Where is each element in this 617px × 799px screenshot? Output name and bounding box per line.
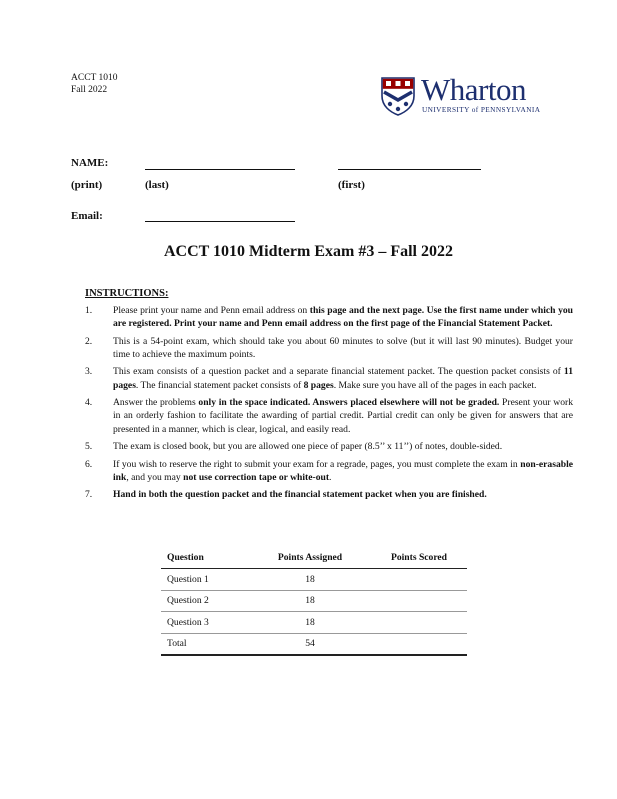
instruction-text: Present your work in an orderly fashion to facilitate the awarding of partial credit. Partial credit can only be given for answers that are presented in a manner, which is clear, logical, and easily read.: [113, 397, 574, 435]
instruction-number: 5.: [85, 441, 93, 453]
points-assigned-cell: 18: [249, 612, 365, 634]
question-cell: Question 1: [161, 569, 249, 591]
first-label: (first): [338, 179, 365, 191]
table-row: [161, 612, 467, 634]
table-row: [161, 590, 467, 612]
instruction-text: .: [329, 471, 332, 483]
instruction-item: [85, 458, 573, 484]
instruction-number: 7.: [85, 489, 93, 501]
col-points-scored: Points Scored: [365, 546, 467, 569]
points-scored-cell[interactable]: [365, 590, 467, 612]
points-scored-cell[interactable]: [365, 569, 467, 591]
instruction-item: [85, 488, 573, 501]
instruction-number: 4.: [85, 397, 93, 409]
course-term: Fall 2022: [71, 85, 108, 95]
instruction-item: [85, 304, 573, 330]
course-code: ACCT 1010: [71, 73, 118, 83]
instruction-text: This exam consists of a question packet and a separate financial statement packet. The question packet consists of: [113, 366, 564, 378]
instruction-text: 11 pages: [113, 366, 573, 391]
instruction-item: [85, 440, 573, 453]
instruction-number: 6.: [85, 458, 93, 470]
instruction-text: Please print your name and Penn email address on: [113, 305, 310, 316]
name-label: NAME:: [71, 157, 109, 169]
instruction-item: [85, 335, 573, 361]
question-cell: Question 2: [161, 590, 249, 612]
wharton-subtitle: UNIVERSITY of PENNSYLVANIA: [422, 105, 541, 114]
email-line[interactable]: [145, 221, 295, 222]
points-scored-cell[interactable]: [365, 612, 467, 634]
instruction-item: [85, 365, 573, 391]
instruction-text: Answer the problems: [113, 397, 199, 409]
print-label: (print): [71, 179, 103, 191]
points-assigned-cell: 18: [249, 590, 365, 612]
points-assigned-cell: 18: [249, 569, 365, 591]
instruction-text: 8 pages: [303, 379, 334, 391]
instruction-number: 1.: [85, 305, 93, 316]
instruction-text: The exam is closed book, but you are allowed one piece of paper (8.5’’ x 11’’) of notes, double-sided.: [113, 441, 503, 453]
last-name-line[interactable]: [145, 169, 295, 170]
points-scored-cell[interactable]: [365, 633, 467, 655]
instruction-text: only in the space indicated. Answers placed elsewhere will not be graded.: [198, 397, 500, 409]
instruction-number: 3.: [85, 366, 93, 378]
table-row: [161, 633, 467, 655]
penn-shield-icon: [380, 76, 416, 116]
email-label: Email:: [71, 210, 103, 222]
instruction-number: 2.: [85, 335, 93, 347]
instruction-text: not use correction tape or white-out: [183, 471, 330, 483]
last-label: (last): [145, 179, 169, 191]
instruction-text: If you wish to reserve the right to submit your exam for a regrade, pages, you must complete the exam in: [113, 458, 521, 470]
score-table: [161, 546, 467, 656]
instruction-text: , and you may: [126, 471, 184, 483]
instruction-text: . Make sure you have all of the pages in each packet.: [333, 379, 537, 391]
instruction-text: Hand in both the question packet and the financial statement packet when you are finished.: [113, 489, 487, 501]
question-cell: Question 3: [161, 612, 249, 634]
first-name-line[interactable]: [338, 169, 481, 170]
exam-title: ACCT 1010 Midterm Exam #3 – Fall 2022: [163, 243, 453, 260]
instruction-text: this page and the next page. Use the first name under which you are registered. Print your name and Penn email address on the first page of the Financial Statement Packet.: [113, 305, 573, 330]
question-cell: Total: [161, 633, 249, 655]
instructions-heading: INSTRUCTIONS:: [85, 288, 169, 299]
instruction-text: This is a 54-point exam, which should take you about 60 minutes to solve (but it will last 90 minutes). Budget your time to achieve the maximum points.: [113, 335, 573, 360]
instruction-text: non-erasable ink: [113, 458, 573, 483]
instructions-list: [85, 304, 573, 506]
wharton-logo: [380, 72, 550, 116]
instruction-item: [85, 396, 573, 436]
points-assigned-cell: 54: [249, 633, 365, 655]
col-question: Question: [161, 546, 249, 569]
score-table-header-row: [161, 546, 467, 569]
table-row: [161, 569, 467, 591]
wharton-wordmark: Wharton: [421, 72, 526, 107]
instruction-text: . The financial statement packet consists of: [135, 379, 304, 391]
col-points-assigned: Points Assigned: [249, 546, 365, 569]
